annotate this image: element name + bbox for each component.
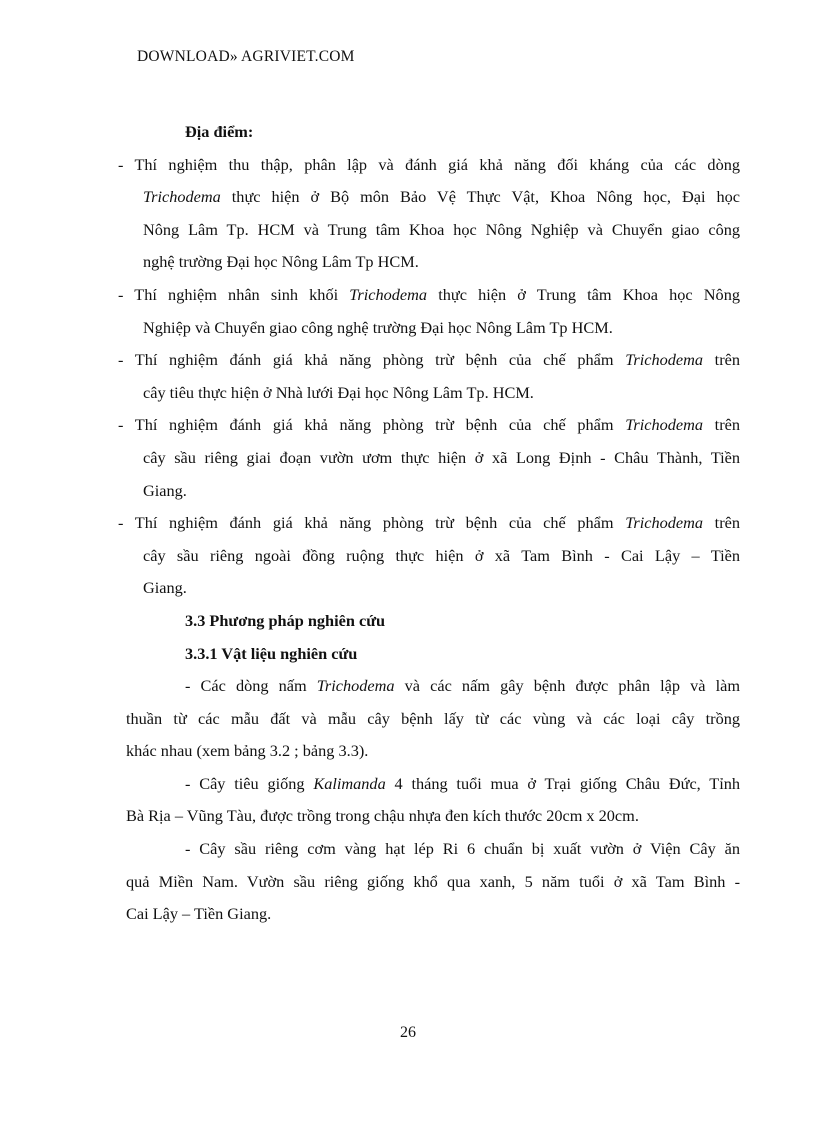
text-line: Nông Lâm Tp. HCM và Trung tâm Khoa học Nông Nghiệp và Chuyển giao công [143,219,740,239]
text-line [118,344,740,377]
page-content [118,116,740,931]
text-span: thực hiện ở Bộ môn Bảo Vệ Thực Vật, Khoa Nông học, Đại học [220,187,740,207]
text-line: Giang. [143,480,187,500]
text-line: Giang. [143,578,187,598]
location-item [118,279,740,344]
text-line: Nghiệp và Chuyển giao công nghệ trường Đại học Nông Lâm Tp HCM. [143,317,613,337]
paragraph [118,768,740,833]
text-line: nghệ trường Đại học Nông Lâm Tp HCM. [143,252,419,272]
text-span: - Các dòng nấm [185,676,317,696]
text-line [118,768,740,801]
paragraph [118,833,740,931]
text-line: - Thí nghiệm thu thập, phân lập và đánh giá khả năng đối kháng của các dòng [118,154,740,174]
text-line [118,507,740,540]
text-line: khác nhau (xem bảng 3.2 ; bảng 3.3). [126,741,369,761]
text-span: - Thí nghiệm đánh giá khả năng phòng trừ bệnh của chế phẩm [118,513,626,533]
text-span: trên [703,513,740,533]
text-line [118,670,740,703]
text-line: Cai Lậy – Tiền Giang. [126,904,272,924]
species-name: Trichodema [349,284,428,304]
location-heading: Địa điểm: [185,122,254,141]
page-header: DOWNLOAD» AGRIVIET.COM [137,48,355,65]
section-heading-3-3: 3.3 Phương pháp nghiên cứu [185,610,386,630]
text-span: - Cây tiêu giống [185,773,314,793]
text-span: - Thí nghiệm đánh giá khả năng phòng trừ bệnh của chế phẩm [118,415,626,435]
text-line [118,409,740,442]
paragraph [118,670,740,768]
location-item [118,149,740,279]
text-line [118,279,740,312]
species-name: Kalimanda [313,773,386,793]
text-line: cây sầu riêng ngoài đồng ruộng thực hiện ở xã Tam Bình - Cai Lậy – Tiền [143,545,740,565]
species-name: Trichodema [143,187,221,207]
page-number: 26 [400,1024,416,1041]
text-span: - Thí nghiệm đánh giá khả năng phòng trừ bệnh của chế phẩm [118,350,626,370]
text-span: 4 tháng tuổi mua ở Trại giống Châu Đức, Tỉnh [385,773,740,793]
text-line: cây sầu riêng giai đoạn vườn ươm thực hiện ở xã Long Định - Châu Thành, Tiền [143,447,740,467]
location-item [118,409,740,507]
text-line: cây tiêu thực hiện ở Nhà lưới Đại học Nông Lâm Tp. HCM. [143,382,534,402]
section-heading-3-3-1: 3.3.1 Vật liệu nghiên cứu [185,643,358,663]
text-span: - Thí nghiệm nhân sinh khối [118,284,350,304]
text-line [118,181,740,214]
text-span: thực hiện ở Trung tâm Khoa học Nông [427,284,740,304]
text-line: - Cây sầu riêng cơm vàng hạt lép Ri 6 chuẩn bị xuất vườn ở Viện Cây ăn [185,839,740,859]
species-name: Trichodema [625,350,704,370]
text-line: Bà Rịa – Vũng Tàu, được trồng trong chậu nhựa đen kích thước 20cm x 20cm. [126,806,639,826]
text-line: thuần từ các mẫu đất và mẫu cây bệnh lấy từ các vùng và các loại cây trồng [126,708,740,728]
location-item [118,507,740,605]
location-item [118,344,740,409]
text-line: quả Miền Nam. Vườn sầu riêng giống khổ qua xanh, 5 năm tuổi ở xã Tam Bình - [126,871,740,891]
text-span: và các nấm gây bệnh được phân lập và làm [394,676,740,696]
text-span: trên [703,415,740,435]
species-name: Trichodema [316,676,395,696]
species-name: Trichodema [625,513,704,533]
species-name: Trichodema [625,415,704,435]
text-span: trên [703,350,740,370]
